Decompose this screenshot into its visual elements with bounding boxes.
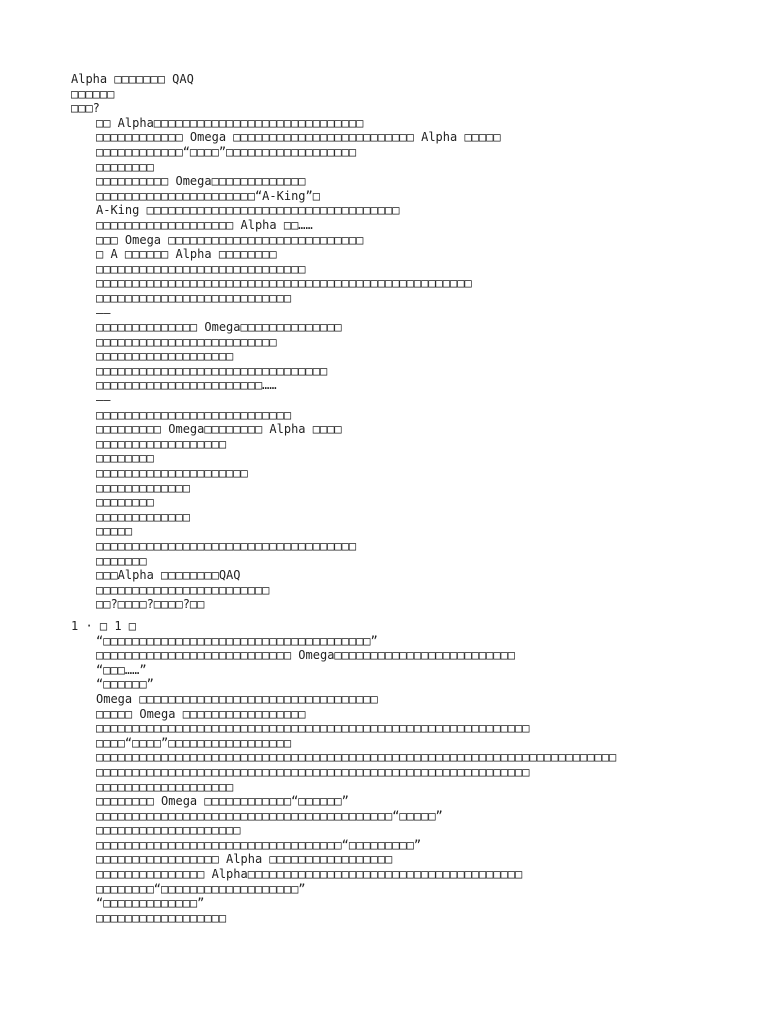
text-line: □□□□□□□□□□□□□□□□□□□ bbox=[96, 779, 234, 794]
text-line: □□□□□□□□□□□□□□□□□□□□□□□□□□□□□□□□□□□□□□□□□“□□□□□” bbox=[96, 808, 443, 823]
text-line: □□□□□□□□“□□□□□□□□□□□□□□□□□□□” bbox=[96, 881, 306, 896]
text-line: □□□□□□□□□□□□□□□□□□□ Alpha □□…… bbox=[96, 217, 313, 232]
text-line: □□□□□□□□□□□□□□□□□□□□□ bbox=[96, 466, 248, 481]
text-line: □□□□□□□□□□□□□□□□□□□□□□□□□□□□□□□□□□“□□□□□□□□□” bbox=[96, 837, 422, 852]
text-line: □□□□“□□□□”□□□□□□□□□□□□□□□□□ bbox=[96, 735, 292, 750]
text-line: □□□□□□□□□□□□□□□□□□□□□□□□□□□ bbox=[96, 290, 292, 305]
text-line: □□□□□□□□□□□□□□□□□□□□□□□□□□□ Omega□□□□□□□□□□□□□□□□□□□□□□□□□ bbox=[96, 648, 516, 663]
text-line: □□□□□□□□□□□□□□□□□□□□□□□□□□□□□□□□□□□□ bbox=[96, 539, 357, 553]
text-line: □□□ Omega □□□□□□□□□□□□□□□□□□□□□□□□□□□ bbox=[96, 232, 364, 247]
text-line: □□□□□□□□□□□□□□□ Alpha□□□□□□□□□□□□□□□□□□□□□□□□□□□□□□□□□□□□□□ bbox=[96, 867, 523, 882]
text-line: □□□□□□□□□□□□ Omega □□□□□□□□□□□□□□□□□□□□□□□□□ Alpha □□□□□ bbox=[96, 130, 501, 145]
text-line: □ A □□□□□□ Alpha □□□□□□□□ bbox=[96, 247, 277, 262]
text-line: □□□□□□□□ bbox=[96, 495, 154, 510]
text-line: □□□□□□□□□□□□□□□□□□□□□□□□□□□□□□□□ bbox=[96, 363, 328, 378]
text-line: —— bbox=[96, 393, 111, 408]
text-line: □□□□□□□□□□□□□□□□□□□□□□□□□ bbox=[96, 334, 277, 349]
text-line: A-King □□□□□□□□□□□□□□□□□□□□□□□□□□□□□□□□□□□ bbox=[96, 203, 400, 218]
text-line: “□□□□□□” bbox=[96, 677, 154, 692]
text-line: □□□□□□□□□□□□□□□□□ Alpha □□□□□□□□□□□□□□□□□ bbox=[96, 852, 393, 867]
text-line: —— bbox=[96, 305, 111, 320]
text-line: □□ Alpha□□□□□□□□□□□□□□□□□□□□□□□□□□□□□ bbox=[96, 115, 364, 130]
text-line: □□□□□□□□□□□□□ bbox=[96, 509, 190, 524]
text-line: □□□□□□□□ bbox=[96, 159, 154, 174]
text-line: Omega □□□□□□□□□□□□□□□□□□□□□□□□□□□□□□□□□ bbox=[96, 691, 378, 706]
text-line: □□□□□□□□□ Omega□□□□□□□□ Alpha □□□□ bbox=[96, 422, 342, 437]
text-line: □□?□□□□?□□□□?□□ bbox=[96, 597, 205, 612]
text-line: □□□□□□□□□□□□□□□□□□□□ bbox=[96, 823, 241, 838]
text-line: □□□□□□□□□□□□□□□□□□ bbox=[96, 910, 227, 925]
text-line: □□□Alpha □□□□□□□□QAQ bbox=[96, 568, 241, 583]
text-line: □□□□□□□□□□□□□□□□□□□□□□□…… bbox=[96, 378, 277, 393]
text-line: □□□□□□□□□□□□□□ Omega□□□□□□□□□□□□□□ bbox=[96, 320, 342, 335]
heading-line: Alpha □□□□□□□ QAQ bbox=[71, 72, 194, 86]
text-line: □□□□□□□□□□□□□□□□□□□□□□□□□□□ bbox=[96, 407, 292, 422]
text-line: □□□□□□□□□□□□□□□□□□□□□□□□□□□□□□□□□□□□□□□□□□□□□□□□□□□□□□□□□□□□□□□□□□□□□□□□ bbox=[96, 750, 617, 765]
text-line: “□□□……” bbox=[96, 662, 147, 677]
text-line: □□□□□ bbox=[96, 524, 133, 539]
text-line: □□□□□□□□□□□□□ bbox=[96, 480, 190, 495]
text-line: □□□□□□□□□□□□□□□□□□ bbox=[96, 436, 227, 451]
text-line: □□□□□□□□□□□□□□□□□□□ bbox=[96, 349, 234, 364]
text-line: □□□□□□□□□□□□□□□□□□□□□□□□□□□□□□□□□□□□□□□□□□□□□□□□□□□□ bbox=[96, 276, 472, 291]
text-line: □□□□□□□□ bbox=[96, 451, 154, 466]
text-line: □□□□□□□□□□□□“□□□□”□□□□□□□□□□□□□□□□□□ bbox=[96, 144, 357, 159]
text-line: □□□□□□□□□□□□□□□□□□□□□□□□□□□□□ bbox=[96, 261, 306, 276]
text-line: □□□□□□□□ Omega □□□□□□□□□□□□“□□□□□□” bbox=[96, 794, 349, 809]
text-line: “□□□□□□□□□□□□□” bbox=[96, 896, 205, 911]
heading-line: □□□□□□ bbox=[71, 86, 115, 101]
text-line: □□□□□□□□□□ Omega□□□□□□□□□□□□□ bbox=[96, 174, 306, 189]
text-line: □□□□□□□□□□□□□□□□□□□□□□“A-King”□ bbox=[96, 188, 320, 203]
text-line: □□□□□□□□□□□□□□□□□□□□□□□□□□□□□□□□□□□□□□□□□□□□□□□□□□□□□□□□□□□□ bbox=[96, 721, 530, 736]
text-line: □□□□□□□□□□□□□□□□□□□□□□□□ bbox=[96, 582, 270, 597]
heading-line: 1 · □ 1 □ bbox=[71, 618, 137, 633]
text-line: □□□□□□□□□□□□□□□□□□□□□□□□□□□□□□□□□□□□□□□□□□□□□□□□□□□□□□□□□□□□ bbox=[96, 764, 530, 779]
text-line: □□□□□□□ bbox=[96, 553, 147, 568]
document-body bbox=[0, 72, 768, 925]
text-line: “□□□□□□□□□□□□□□□□□□□□□□□□□□□□□□□□□□□□□” bbox=[96, 633, 378, 648]
heading-line: □□□? bbox=[71, 101, 100, 116]
text-line: □□□□□ Omega □□□□□□□□□□□□□□□□□ bbox=[96, 706, 306, 721]
